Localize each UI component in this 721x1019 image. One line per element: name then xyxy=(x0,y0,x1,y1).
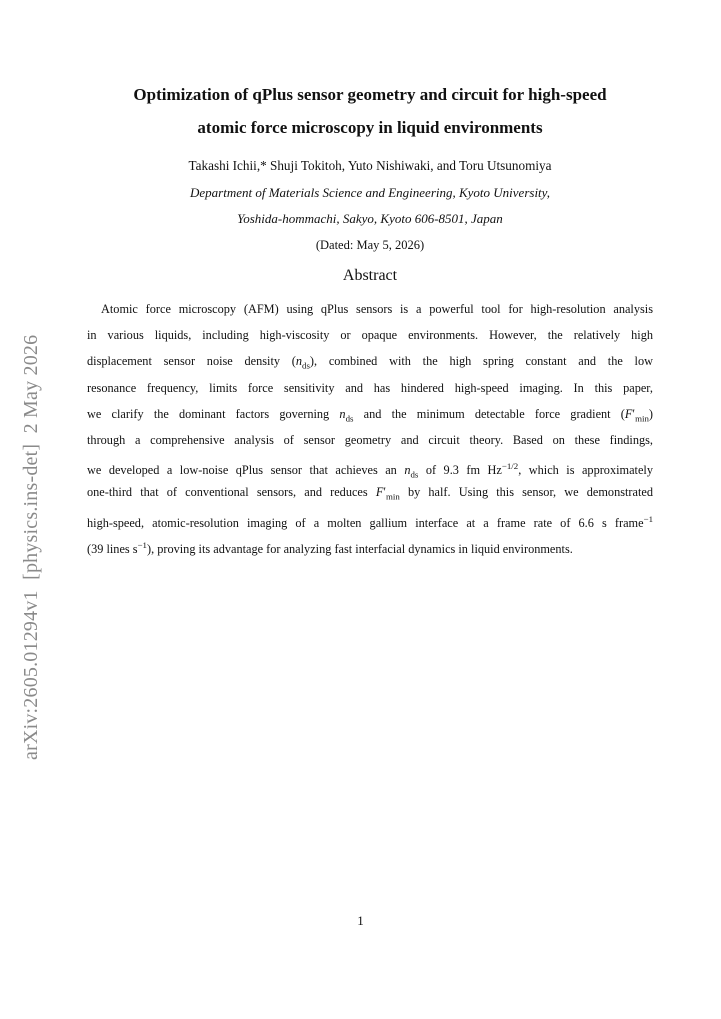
author-list: Takashi Ichii,* Shuji Tokitoh, Yuto Nishiwaki, and Toru Utsunomiya xyxy=(188,158,552,173)
abstract-line: in various liquids, including high-viscosity or opaque environments. However, the relatively high xyxy=(87,328,653,343)
abstract-line: we clarify the dominant factors governing $n_{ds}$ and the minimum detectable force gradient $(F'_{min})$ xyxy=(87,406,653,424)
title-line-2: atomic force microscopy in liquid environments xyxy=(197,118,543,137)
abstract-line: Atomic force microscopy (AFM) using qPlus sensors is a powerful tool for high-resolution analysis xyxy=(101,302,653,316)
abstract-line: resonance frequency, limits force sensitivity and has hindered high-speed imaging. In this paper, xyxy=(87,380,653,395)
abstract-line: high-speed, atomic-resolution imaging of a molten gallium interface at a frame rate of 6.6 s frame$^{-1}$ xyxy=(87,513,653,530)
dated-line: (Dated: May 5, 2026) xyxy=(315,238,425,252)
paper-title xyxy=(60,78,680,144)
abstract-line: through a comprehensive analysis of sensor geometry and circuit theory. Based on these findings, xyxy=(87,432,653,447)
page-number: 1 xyxy=(357,913,364,928)
affiliation-line-1: Department of Materials Science and Engineering, Kyoto University, xyxy=(190,185,550,200)
abstract-line: displacement sensor noise density $(n_{ds})$, combined with the high spring constant and the low xyxy=(87,354,653,371)
arxiv-identifier-stamp: arXiv:2605.01294v1 [physics.ins-det] 2 May 2026 xyxy=(20,334,42,760)
abstract-line: one-third that of conventional sensors, and reduces $F'_{min}$ by half. Using this sensor, we demonstrated xyxy=(87,485,653,502)
abstract-heading: Abstract xyxy=(342,267,398,284)
abstract-line: (39 lines $s^{-1}$), proving its advantage for analyzing fast interfacial dynamics in liquid environments. xyxy=(87,539,573,556)
affiliation-line-2: Yoshida-hommachi, Sakyo, Kyoto 606-8501, Japan xyxy=(237,211,503,226)
abstract-body xyxy=(87,296,653,558)
abstract-line: we developed a low-noise qPlus sensor that achieves an $n_{ds}$ of 9.3 fm $Hz^{-1/2}$, which is approximately xyxy=(87,461,653,480)
title-line-1: Optimization of qPlus sensor geometry and circuit for high-speed xyxy=(133,85,607,104)
